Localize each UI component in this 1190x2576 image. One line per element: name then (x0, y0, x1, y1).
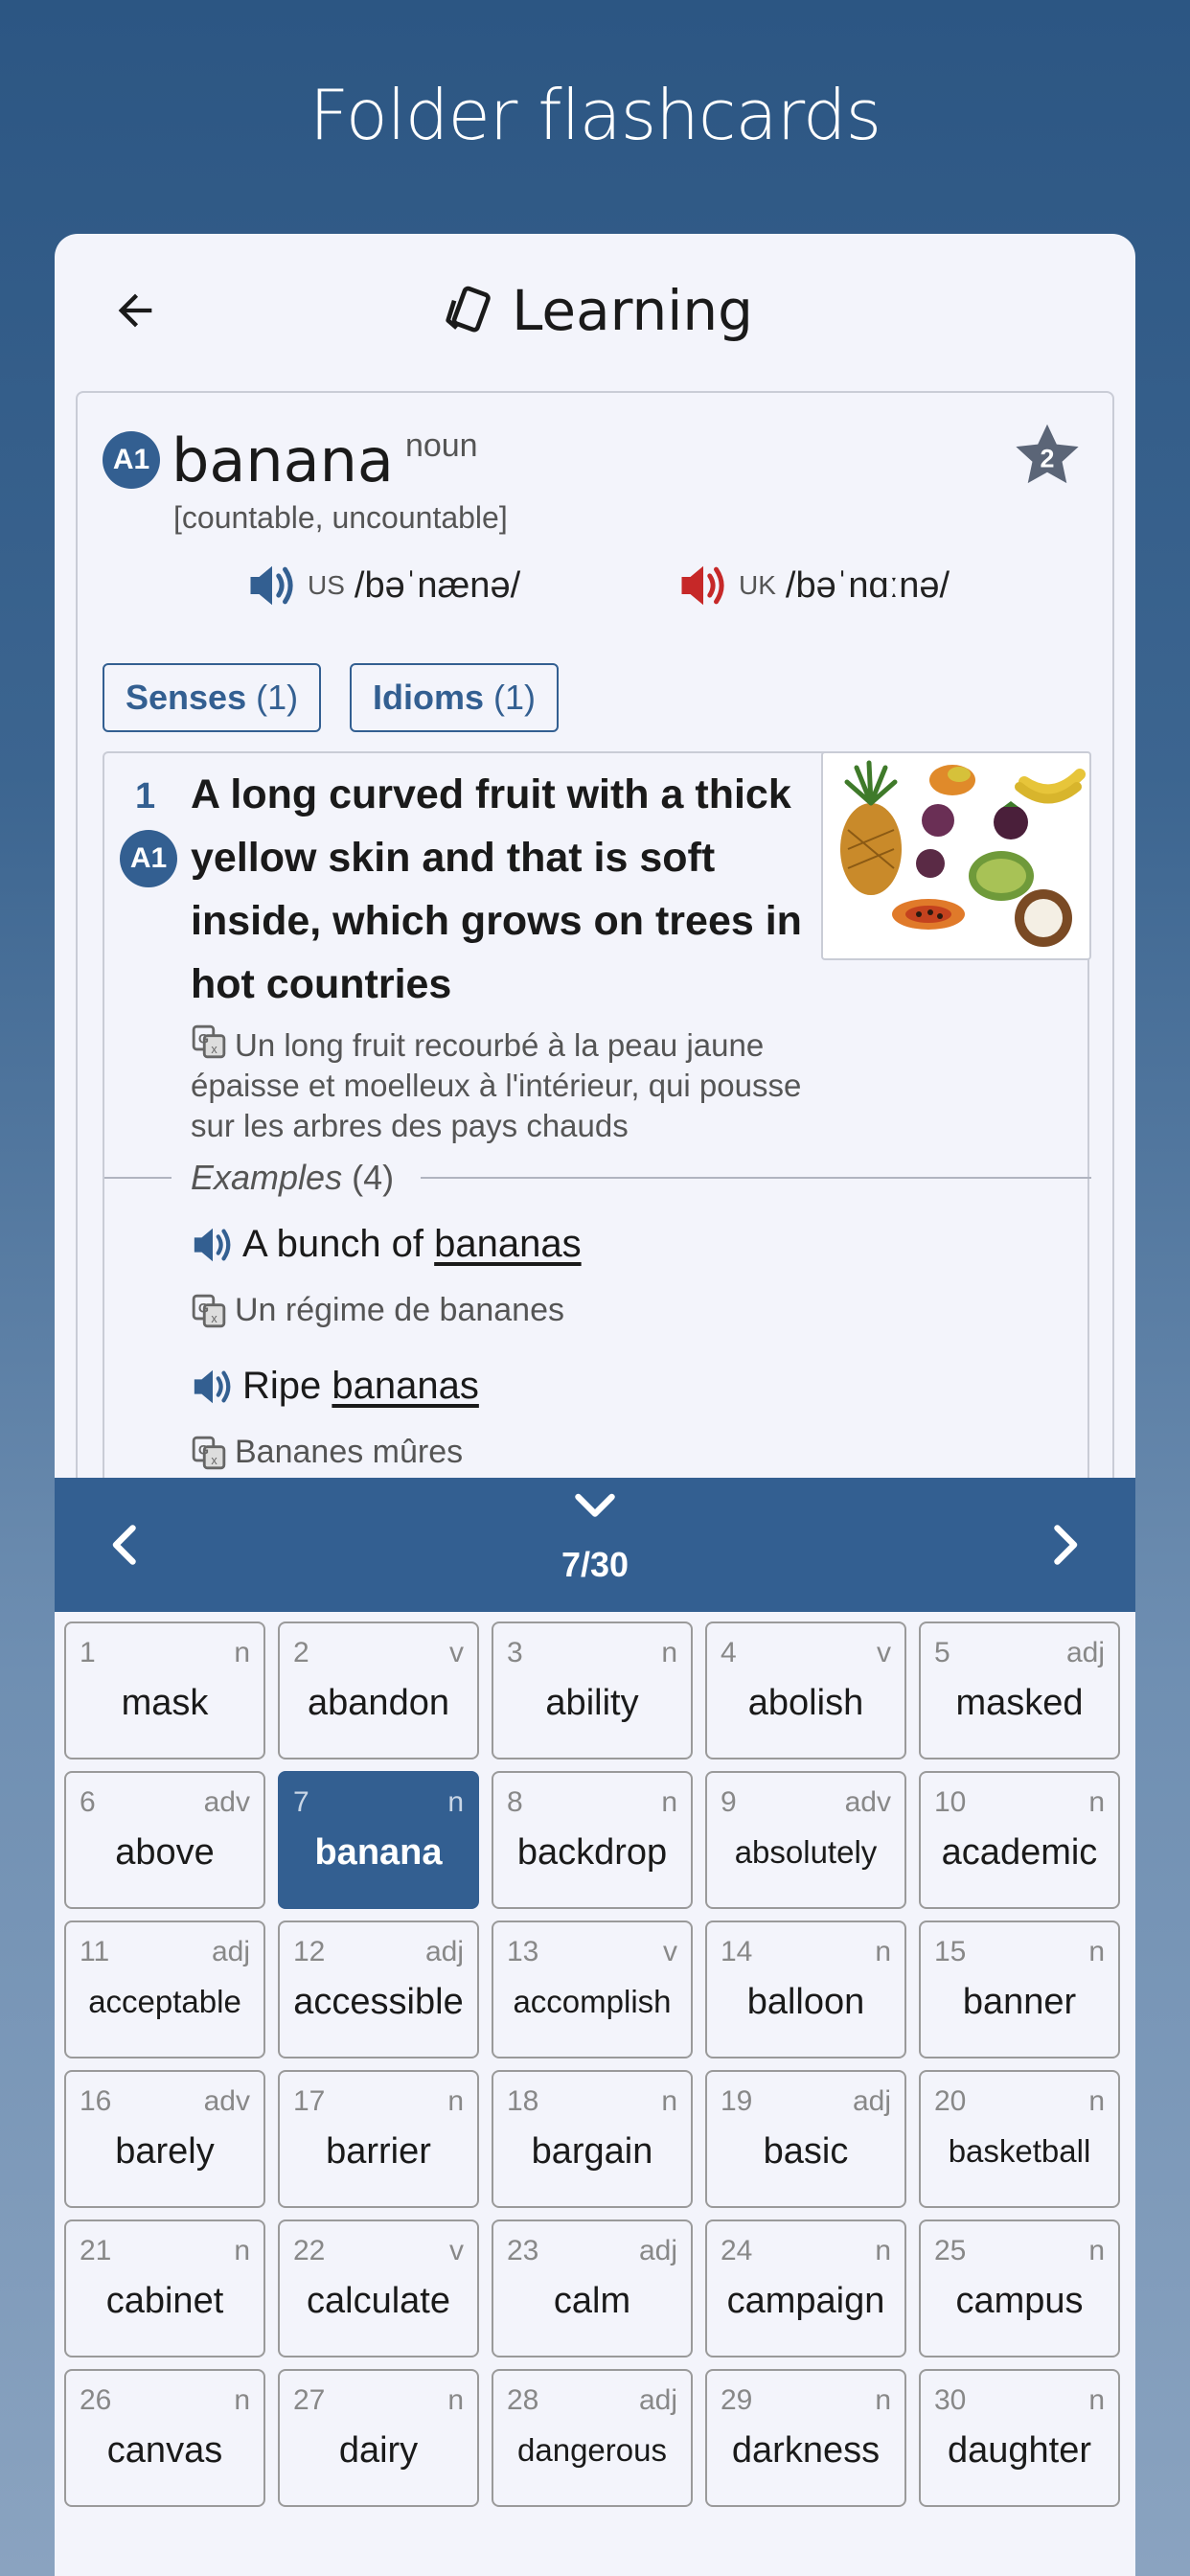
word-cell-pos: n (447, 2384, 464, 2416)
word-cell[interactable] (919, 2369, 1120, 2507)
pron-us-ipa: /bəˈnænə/ (354, 564, 521, 606)
word-grid (64, 1622, 1126, 2507)
word-cell[interactable] (919, 1920, 1120, 2058)
word-cell-number: 9 (721, 1786, 737, 1818)
word-cell-word: above (115, 1832, 215, 1873)
word-cell-pos: n (1088, 1786, 1105, 1818)
headword-row (103, 422, 478, 498)
word-cell-pos: n (1088, 2235, 1105, 2266)
word-cell[interactable] (492, 2070, 693, 2208)
screen-title (55, 276, 1135, 345)
word-cell[interactable] (705, 1622, 906, 1760)
word-cell-number: 22 (293, 2235, 326, 2266)
word-cell-pos: n (661, 2085, 677, 2117)
word-cell-number: 21 (80, 2235, 112, 2266)
word-cell-pos: v (877, 1637, 891, 1668)
level-badge: A1 (103, 431, 160, 489)
word-cell-number: 7 (293, 1786, 309, 1818)
word-cell-number: 17 (293, 2085, 326, 2117)
word-cell-word: canvas (106, 2430, 223, 2471)
word-cell[interactable] (705, 2369, 906, 2507)
word-cell-word: barrier (326, 2131, 431, 2172)
word-cell[interactable] (492, 1771, 693, 1909)
translate-icon (191, 1024, 227, 1060)
tab-idioms-label: Idioms (373, 678, 485, 717)
example-2-link[interactable]: bananas (332, 1365, 479, 1407)
word-cell[interactable] (64, 2220, 265, 2358)
tab-senses-label: Senses (126, 678, 247, 717)
word-cell-pos: adj (211, 1936, 250, 1967)
svg-text:x: x (211, 1311, 217, 1325)
sense-translation-text: Un long fruit recourbé à la peau jaune épaisse et moelleux à l'intérieur, qui pousse sur les arbres des pays chauds (191, 1027, 802, 1143)
sense-definition: A long curved fruit with a thick yellow skin and that is soft inside, which grows on trees in hot countries (191, 771, 802, 1007)
word-cell-number: 12 (293, 1936, 326, 1967)
examples-count: (4) (352, 1158, 395, 1197)
screen-title-text: Learning (512, 278, 753, 343)
word-cell-number: 2 (293, 1637, 309, 1668)
next-button[interactable] (1036, 1516, 1093, 1574)
speaker-icon (677, 562, 729, 610)
example-1[interactable] (191, 1223, 582, 1266)
word-cell[interactable] (919, 2220, 1120, 2358)
word-cell-number: 23 (507, 2235, 539, 2266)
favorite-button[interactable] (1011, 420, 1084, 493)
word-cell-word: accomplish (513, 1984, 672, 2019)
word-card (76, 391, 1114, 1484)
word-cell-pos: adj (852, 2085, 891, 2117)
word-cell[interactable] (278, 2220, 479, 2358)
sense-level-badge: A1 (120, 830, 177, 887)
card-navigation-bar (55, 1478, 1135, 1612)
sense-translation (191, 1024, 842, 1146)
example-1-link[interactable]: bananas (434, 1223, 582, 1265)
word-cell[interactable] (278, 1920, 479, 2058)
svg-text:G: G (197, 1300, 210, 1317)
pron-us[interactable] (246, 562, 520, 610)
examples-header[interactable] (104, 1154, 1091, 1202)
word-cell-word: balloon (746, 1982, 865, 2022)
example-2-translation-text: Bananes mûres (235, 1434, 464, 1470)
word-cell-number: 28 (507, 2384, 539, 2416)
pron-uk-ipa: /bəˈnɑːnə/ (785, 564, 950, 606)
word-cell[interactable] (705, 2070, 906, 2208)
word-cell-pos: n (234, 1637, 250, 1668)
example-2-translation (191, 1434, 463, 1471)
svg-text:G: G (197, 1031, 210, 1047)
word-cell[interactable] (278, 1771, 479, 1909)
word-cell-number: 24 (721, 2235, 753, 2266)
pron-uk-region: UK (739, 570, 776, 600)
word-cell-number: 4 (721, 1637, 737, 1668)
part-of-speech: noun (404, 427, 478, 464)
word-cell[interactable] (278, 1622, 479, 1760)
word-cell-pos: adv (203, 1786, 250, 1818)
word-cell[interactable] (64, 1920, 265, 2058)
word-cell-pos: adj (638, 2235, 677, 2266)
word-cell[interactable] (919, 1622, 1120, 1760)
cards-icon (437, 281, 496, 340)
word-cell-number: 29 (721, 2384, 753, 2416)
star-icon (1011, 420, 1084, 493)
word-cell[interactable] (278, 2070, 479, 2208)
word-cell[interactable] (64, 2369, 265, 2507)
word-cell-pos: adj (424, 1936, 464, 1967)
word-cell-word: bargain (531, 2131, 653, 2172)
word-cell-pos: v (663, 1936, 677, 1967)
word-cell-pos: adj (638, 2384, 677, 2416)
word-cell-word: banner (962, 1982, 1077, 2022)
word-cell-pos: n (1088, 1936, 1105, 1967)
word-cell[interactable] (705, 2220, 906, 2358)
word-cell-word: basketball (948, 2133, 1091, 2169)
translate-icon (191, 1293, 227, 1329)
word-cell[interactable] (705, 1771, 906, 1909)
tab-idioms[interactable] (350, 663, 559, 732)
word-cell-number: 26 (80, 2384, 112, 2416)
tab-idioms-count: (1) (493, 678, 537, 717)
word-cell-number: 3 (507, 1637, 523, 1668)
word-cell[interactable] (919, 1771, 1120, 1909)
example-1-text: A bunch of (242, 1223, 435, 1265)
pron-us-region: US (308, 570, 345, 600)
sense-number: 1 (135, 776, 156, 816)
word-cell-word: backdrop (516, 1832, 668, 1873)
word-cell-word: accessible (293, 1982, 464, 2022)
word-cell-word: masked (955, 1683, 1084, 1723)
word-cell-pos: n (661, 1637, 677, 1668)
word-cell[interactable] (705, 1920, 906, 2058)
word-cell-pos: n (875, 1936, 891, 1967)
word-cell-word: barely (115, 2131, 215, 2172)
favorite-count: 2 (1040, 444, 1055, 473)
examples-label-text: Examples (191, 1158, 343, 1197)
word-cell-pos: n (661, 1786, 677, 1818)
promo-title: Folder flashcards (309, 75, 881, 155)
word-cell-number: 13 (507, 1936, 539, 1967)
chevron-right-icon (1036, 1516, 1093, 1574)
word-cell-word: academic (941, 1832, 1098, 1873)
svg-text:x: x (211, 1453, 217, 1467)
collapse-button[interactable] (566, 1487, 624, 1526)
word-cell-word: cabinet (105, 2281, 224, 2321)
word-cell[interactable] (492, 1622, 693, 1760)
word-cell-number: 1 (80, 1637, 96, 1668)
word-cell-word: ability (545, 1683, 639, 1723)
sense-image[interactable] (821, 751, 1091, 960)
word-cell-word: daughter (947, 2430, 1091, 2471)
card-counter: 7/30 (561, 1545, 629, 1584)
word-cell-word: calm (553, 2281, 631, 2321)
word-cell-number: 30 (934, 2384, 967, 2416)
tab-senses-count: (1) (256, 678, 299, 717)
word-cell-number: 18 (507, 2085, 539, 2117)
word-cell[interactable] (492, 2220, 693, 2358)
word-cell-pos: v (449, 1637, 464, 1668)
pron-uk[interactable] (677, 562, 950, 610)
word-cell-number: 27 (293, 2384, 326, 2416)
word-cell[interactable] (492, 2369, 693, 2507)
word-cell-number: 20 (934, 2085, 967, 2117)
divider (104, 1177, 172, 1179)
example-2[interactable] (191, 1365, 479, 1408)
word-cell-word: dangerous (517, 2432, 667, 2468)
word-cell-word: banana (314, 1832, 443, 1873)
word-cell-word: campus (955, 2281, 1084, 2321)
word-cell-number: 25 (934, 2235, 967, 2266)
word-cell-number: 6 (80, 1786, 96, 1818)
speaker-icon (191, 1224, 235, 1266)
word-cell[interactable] (64, 1622, 265, 1760)
headword: banana (172, 425, 394, 495)
word-cell-word: darkness (731, 2430, 881, 2471)
example-1-translation-text: Un régime de bananes (235, 1292, 565, 1328)
word-cell-pos: n (234, 2235, 250, 2266)
speaker-icon (246, 562, 298, 610)
word-cell-word: campaign (726, 2281, 885, 2321)
word-cell-word: mask (121, 1683, 209, 1723)
word-cell-pos: n (234, 2384, 250, 2416)
example-2-text: Ripe (242, 1365, 332, 1407)
word-cell-word: acceptable (88, 1984, 241, 2019)
tab-senses[interactable] (103, 663, 321, 732)
word-cell-number: 15 (934, 1936, 967, 1967)
svg-text:x: x (211, 1042, 217, 1056)
word-cell[interactable] (64, 2070, 265, 2208)
word-cell-pos: n (447, 2085, 464, 2117)
word-cell-pos: n (1088, 2384, 1105, 2416)
word-cell-pos: adv (844, 1786, 891, 1818)
word-cell-pos: n (1088, 2085, 1105, 2117)
word-cell-number: 5 (934, 1637, 950, 1668)
example-1-translation (191, 1292, 564, 1329)
grammar-label: [countable, uncountable] (173, 500, 508, 535)
word-cell-pos: adj (1065, 1637, 1105, 1668)
word-cell-number: 14 (721, 1936, 753, 1967)
word-cell-word: abolish (747, 1683, 864, 1723)
word-cell-word: calculate (307, 2281, 450, 2321)
word-cell-pos: n (447, 1786, 464, 1818)
speaker-icon (191, 1366, 235, 1408)
word-cell[interactable] (492, 1920, 693, 2058)
word-cell-word: basic (763, 2131, 849, 2172)
word-cell[interactable] (64, 1771, 265, 1909)
examples-label (191, 1158, 405, 1198)
phone-screen (55, 234, 1135, 2576)
word-cell[interactable] (919, 2070, 1120, 2208)
word-cell[interactable] (278, 2369, 479, 2507)
svg-text:G: G (197, 1442, 210, 1459)
translate-icon (191, 1435, 227, 1471)
word-cell-pos: adv (203, 2085, 250, 2117)
word-cell-word: abandon (308, 1683, 449, 1723)
word-cell-word: absolutely (734, 1834, 878, 1870)
word-cell-number: 19 (721, 2085, 753, 2117)
word-cell-pos: n (875, 2384, 891, 2416)
tropical-fruits-illustration (823, 753, 1089, 958)
chevron-down-icon (566, 1487, 624, 1526)
word-cell-word: dairy (338, 2430, 419, 2471)
word-cell-pos: v (449, 2235, 464, 2266)
sense-panel (103, 751, 1089, 1484)
word-cell-number: 11 (80, 1936, 110, 1967)
word-cell-number: 16 (80, 2085, 112, 2117)
word-cell-number: 10 (934, 1786, 967, 1818)
divider (421, 1177, 1091, 1179)
word-cell-pos: n (875, 2235, 891, 2266)
word-cell-number: 8 (507, 1786, 523, 1818)
top-app-bar (55, 234, 1135, 387)
